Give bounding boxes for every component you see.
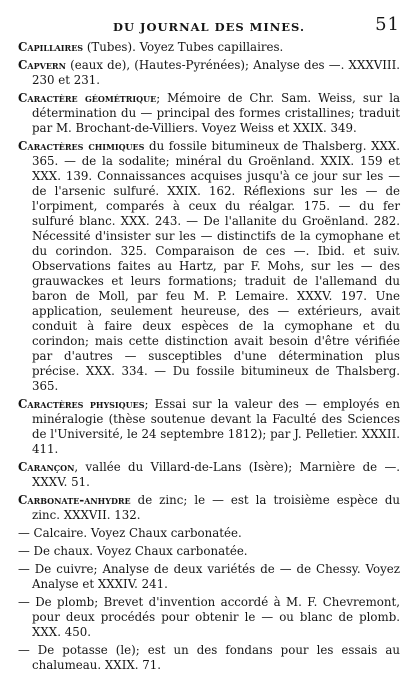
index-entry bbox=[18, 493, 400, 523]
index-subentry bbox=[18, 595, 400, 640]
index-entry bbox=[18, 40, 400, 55]
entry-head: Caractères chimiques bbox=[18, 139, 145, 153]
index-entry bbox=[18, 91, 400, 136]
index-entries bbox=[18, 40, 400, 673]
entry-body: ; Mémoire de Chr. Sam. Weiss, sur la détermination du — principal des formes cristallines; traduit par M. Brochant-de-Villiers. Voyez Weiss et XXIX. 349. bbox=[32, 91, 400, 135]
entry-head: Capvern bbox=[18, 58, 66, 72]
entry-body: — De chaux. Voyez Chaux carbonatée. bbox=[18, 544, 248, 558]
index-entry bbox=[18, 397, 400, 457]
entry-body: (Tubes). Voyez Tubes capillaires. bbox=[86, 40, 284, 54]
entry-body: — De potasse (le); est un des fondans pour les essais au chalumeau. XXIX. 71. bbox=[18, 643, 400, 672]
index-entry bbox=[18, 139, 400, 394]
entry-body: de zinc; le — est la troisième espèce du zinc. XXXVII. 132. bbox=[32, 493, 400, 522]
entry-body: ; Essai sur la valeur des — employés en minéralogie (thèse soutenue devant la Faculté des Sciences de l'Université, le 24 septembre 1812); par J. Pelletier. XXXII. 411. bbox=[32, 397, 400, 456]
entry-head: Caractères physiques bbox=[18, 397, 145, 411]
entry-body: , vallée du Villard-de-Lans (Isère); Marnière de —. XXXV. 51. bbox=[32, 460, 400, 489]
index-subentry bbox=[18, 544, 400, 559]
entry-head: Carbonate-anhydre bbox=[18, 493, 131, 507]
running-header bbox=[18, 14, 400, 40]
running-title: DU JOURNAL DES MINES. bbox=[113, 20, 305, 34]
index-entry bbox=[18, 460, 400, 490]
entry-body: — De cuivre; Analyse de deux variétés de — de Chessy. Voyez Analyse et XXXIV. 241. bbox=[18, 562, 400, 591]
entry-body: — Calcaire. Voyez Chaux carbonatée. bbox=[18, 526, 242, 540]
index-subentry bbox=[18, 526, 400, 541]
index-subentry bbox=[18, 643, 400, 673]
index-subentry bbox=[18, 562, 400, 592]
entry-body: (eaux de), (Hautes-Pyrénées); Analyse des —. XXXVIII. 230 et 231. bbox=[32, 58, 401, 87]
entry-head: Caractère géométrique bbox=[18, 91, 157, 105]
entry-head: Capillaires bbox=[18, 40, 84, 54]
entry-body: du fossile bitumineux de Thalsberg. XXX. 365. — de la sodalite; minéral du Groënland. XXIX. 159 et XXX. 139. Connaissances acquises jusqu'à ce jour sur les — de l'arsenic sulfuré. XXIX. 162. Réflexions sur les — de l'orpiment, comparés à ceux du réalgar. 175. — du fer sulfuré blanc. XXX. 243. — De l'allanite du Groënland. 282. Nécessité d'insister sur les — distinctifs de la cymophane et du corindon. 325. Comparaison de ces —. Ibid. et suiv. Observations faites au Hartz, par F. Mohs, sur les — des grauwackes et leurs formations; traduit de l'allemand du baron de Moll, par feu M. P. Lemaire. XXXV. 197. Une application, seulement heureuse, des — extérieurs, avait conduit à faire deux espèces de la cymophane et du corindon; mais cette distinction avait besoin d'être vérifiée par d'autres — susceptibles d'une détermination plus précise. XXX. 334. — Du fossile bitumineux de Thalsberg. 365. bbox=[32, 139, 401, 393]
index-entry bbox=[18, 58, 400, 88]
page-number: 51 bbox=[375, 14, 400, 35]
entry-body: — De plomb; Brevet d'invention accordé à M. F. Chevremont, pour deux procédés pour obtenir le — ou blanc de plomb. XXX. 450. bbox=[18, 595, 400, 639]
entry-head: Carançon bbox=[18, 460, 75, 474]
